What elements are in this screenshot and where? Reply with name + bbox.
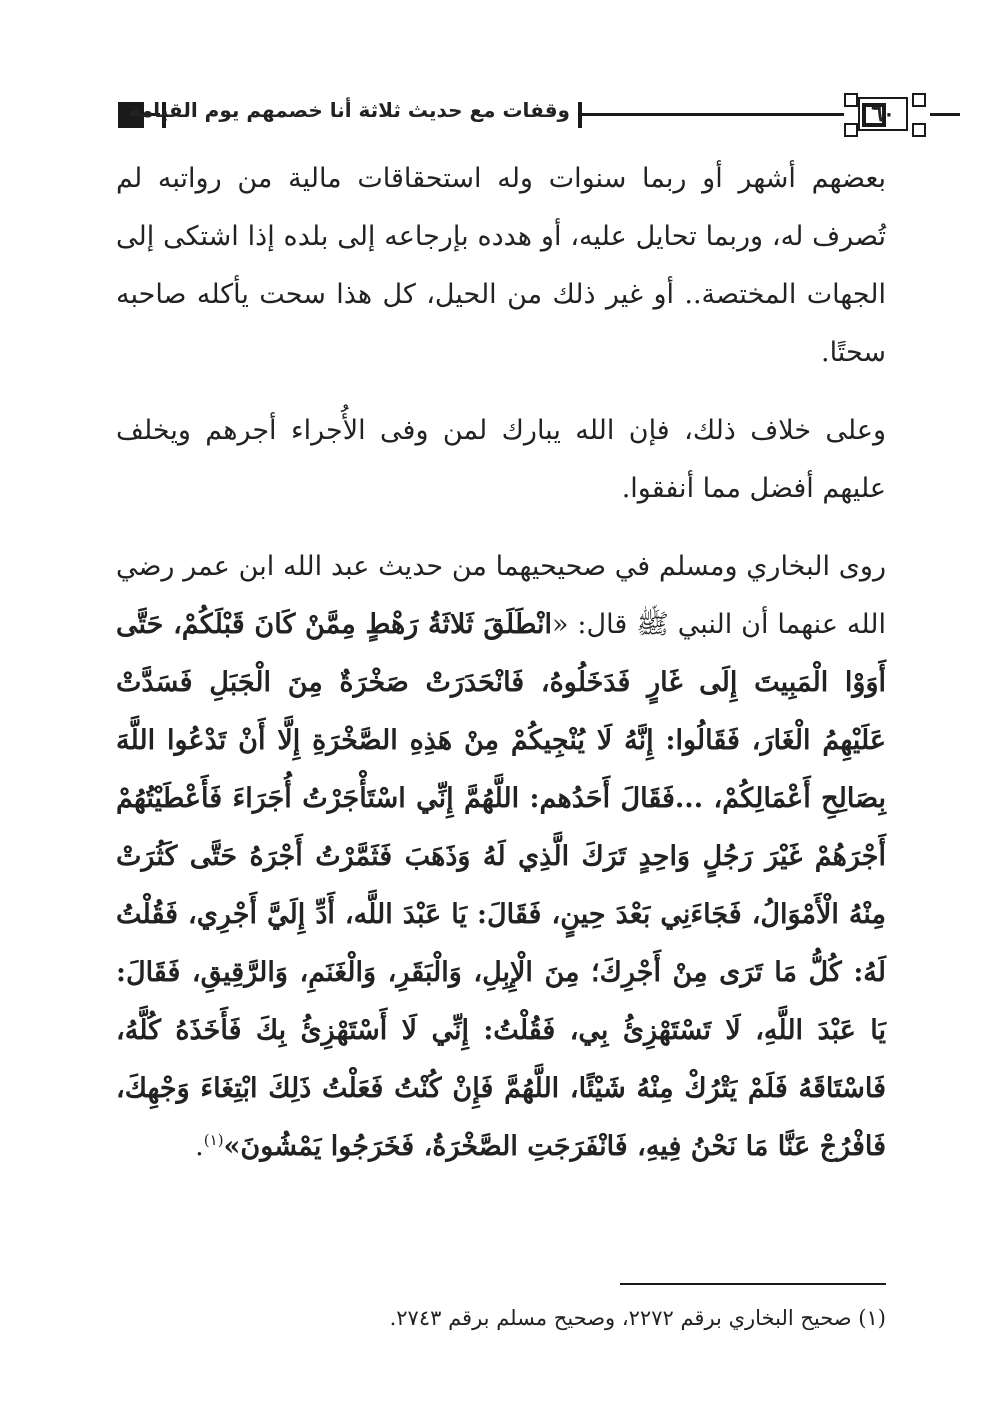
header-end-square bbox=[862, 103, 886, 127]
hadith-intro: روى البخاري ومسلم في صحيحيهما من حديث عبد الله ابن عمر رضي الله عنهما أن النبي ﷺ قال: « bbox=[116, 551, 886, 640]
header-rule-right bbox=[930, 113, 960, 116]
footnote-reference[interactable]: (١) bbox=[203, 1131, 224, 1149]
page-content bbox=[116, 150, 886, 1176]
frame-corner bbox=[912, 93, 926, 107]
hadith-close: » bbox=[223, 1131, 241, 1162]
hadith-text: انْطَلَقَ ثَلاثَةُ رَهْطٍ مِمَّنْ كَانَ قَبْلَكُمْ، حَتَّى أَوَوْا الْمَبِيتَ إِلَى غَارٍ فَدَخَلُوهُ، فَانْحَدَرَتْ صَخْرَةٌ مِنَ الْجَبَلِ فَسَدَّتْ عَلَيْهِمُ الْغَارَ، فَقَالُوا: إِنَّهُ لَا يُنْجِيكُمْ مِنْ هَذِهِ الصَّخْرَةِ إِلَّا أَنْ تَدْعُوا اللَّهَ بِصَالِحِ أَعْمَالِكُمْ، ...فَقَالَ أَحَدُهم: اللَّهُمَّ إِنِّي اسْتَأْجَرْتُ أُجَرَاءَ فَأَعْطَيْتُهُمْ أَجْرَهُمْ غَيْرَ رَجُلٍ وَاحِدٍ تَرَكَ الَّذِي لَهُ وَذَهَبَ فَثَمَّرْتُ أَجْرَهُ حَتَّى كَثُرَتْ مِنْهُ الْأَمْوَالُ، فَجَاءَنِي بَعْدَ حِينٍ، فَقَالَ: يَا عَبْدَ اللَّه، أَدِّ إِلَيَّ أَجْرِي، فَقُلْتُ لَهُ: كُلُّ مَا تَرَى مِنْ أَجْرِكَ؛ مِنَ الْإِبِلِ، وَالْبَقَرِ، وَالْغَنَمِ، وَالرَّقِيقِ، فَقَالَ: يَا عَبْدَ اللَّهِ، لَا تَسْتَهْزِئُ بِي، فَقُلْتُ: إِنِّي لَا أَسْتَهْزِئُ بِكَ فَأَخَذَهُ كُلَّهُ، فَاسْتَاقَهُ فَلَمْ يَتْرُكْ مِنْهُ شَيْئًا، اللَّهُمَّ فَإِنْ كُنْتُ فَعَلْتُ ذَلِكَ ابْتِغَاءَ وَجْهِكَ، فَافْرُجْ عَنَّا مَا نَحْنُ فِيهِ، فَانْفَرَجَتِ الصَّخْرَةُ، فَخَرَجُوا يَمْشُونَ bbox=[116, 609, 886, 1162]
footnote-separator bbox=[620, 1283, 886, 1285]
frame-corner bbox=[912, 123, 926, 137]
paragraph: وعلى خلاف ذلك، فإن الله يبارك لمن وفى الأُجراء أجرهم ويخلف عليهم أفضل مما أنفقوا. bbox=[116, 415, 886, 504]
running-title: وقفات مع حديث ثلاثة أنا خصمهم يوم القيامة bbox=[128, 98, 570, 122]
paragraph: بعضهم أشهر أو ربما سنوات وله استحقاقات مالية من رواتبه لم تُصرف له، وربما تحايل عليه، أو هدده بإرجاعه إلى بلده إذا اشتكى إلى الجهات المختصة.. أو غير ذلك من الحيل، كل هذا سحت يأكله صاحبه سحتًا. bbox=[116, 163, 886, 368]
page-header bbox=[116, 93, 895, 137]
frame-corner bbox=[844, 93, 858, 107]
header-rule-middle bbox=[582, 113, 844, 116]
frame-corner bbox=[844, 123, 858, 137]
page-number: ٦٠ bbox=[858, 97, 908, 131]
paragraph-hadith bbox=[116, 538, 886, 1176]
footnote: (١) صحيح البخاري برقم ٢٢٧٢، وصحيح مسلم برقم ٢٧٤٣. bbox=[389, 1306, 886, 1330]
end-mark: . bbox=[195, 1131, 204, 1162]
